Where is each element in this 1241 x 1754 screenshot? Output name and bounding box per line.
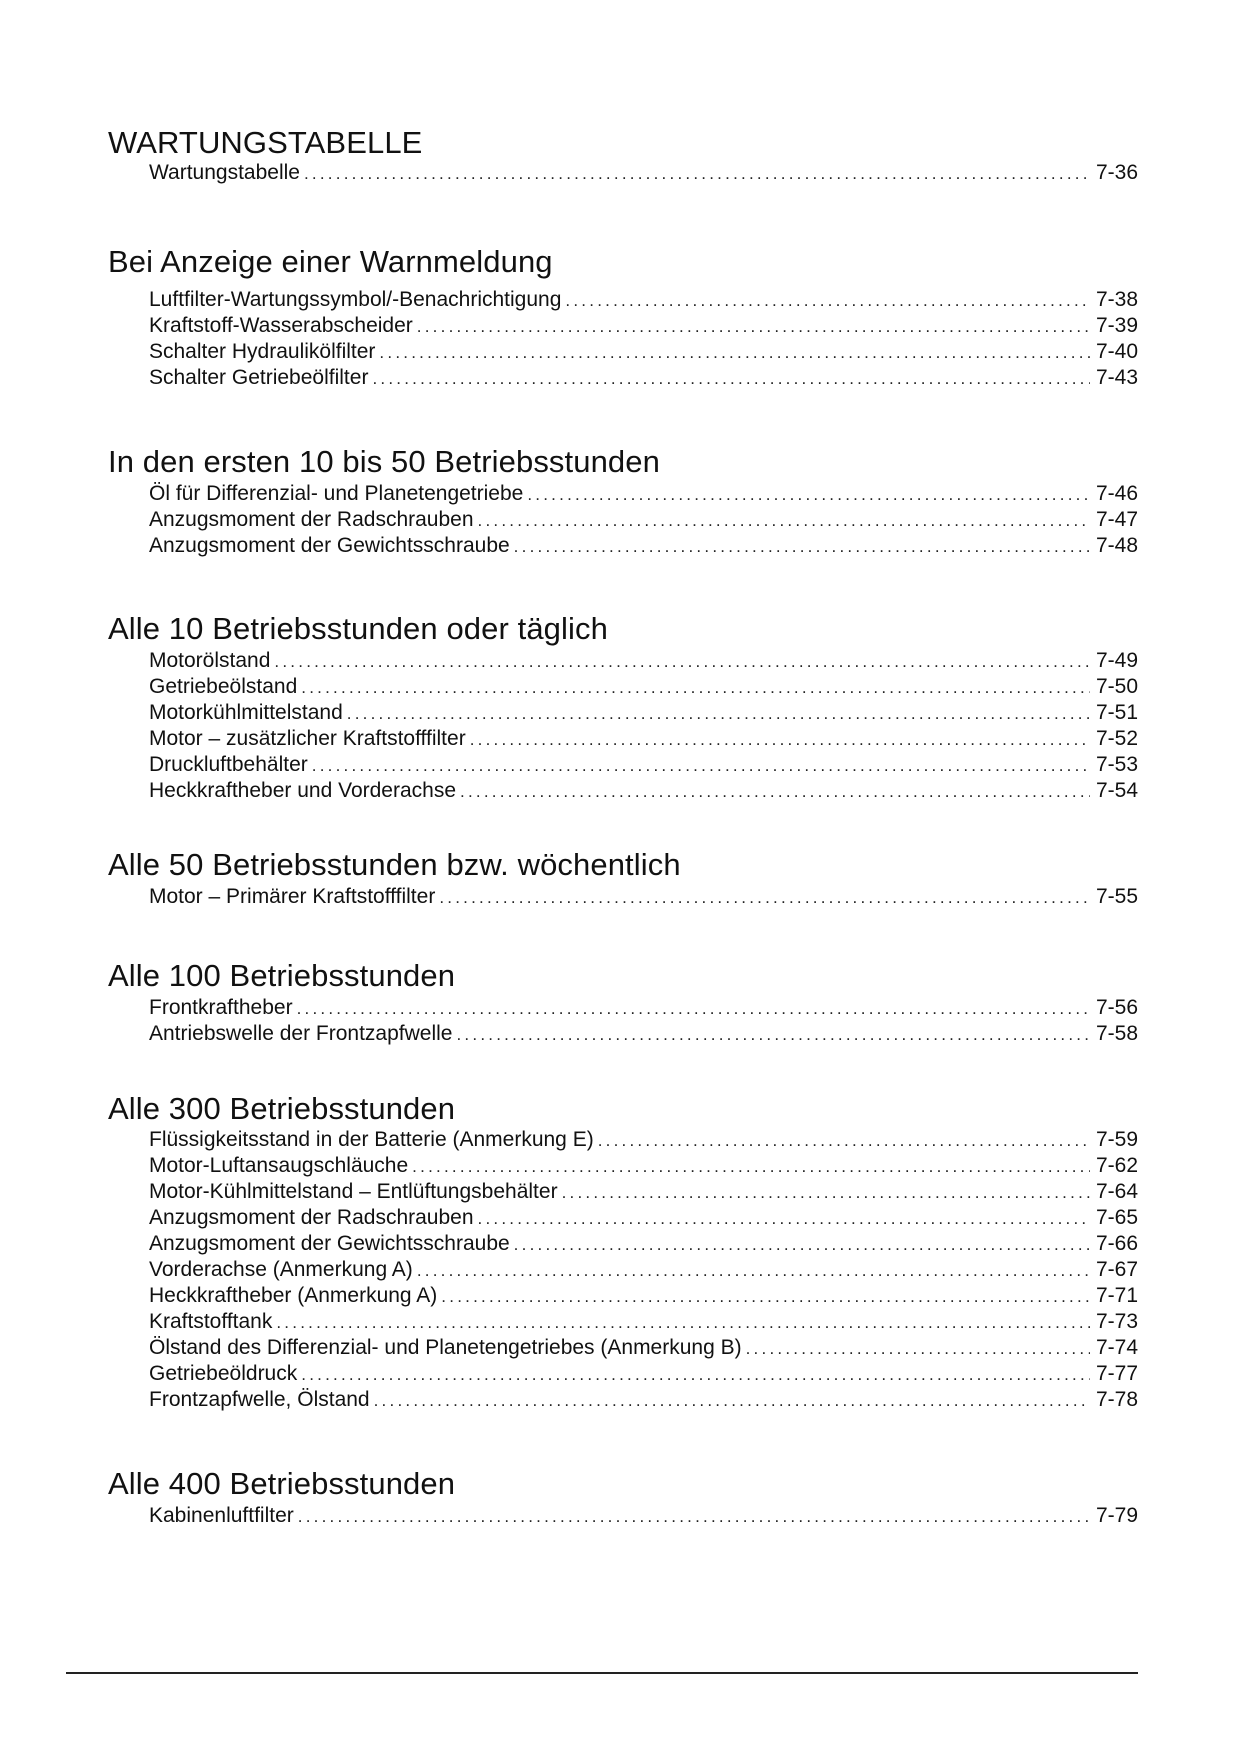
dot-leader: [514, 1232, 1090, 1258]
toc-entry[interactable]: [149, 481, 1138, 507]
toc-entry-list: [108, 481, 1138, 559]
toc-entry-label: Druckluftbehälter: [149, 753, 308, 776]
toc-entry-page-number: 7-49: [1095, 649, 1138, 672]
toc-section: [108, 443, 1138, 559]
toc-entry-list: [108, 648, 1138, 804]
dot-leader: [312, 753, 1090, 779]
dot-leader: [372, 366, 1090, 392]
dot-leader: [439, 885, 1090, 911]
toc-entry[interactable]: [149, 648, 1138, 674]
toc-entry[interactable]: [149, 507, 1138, 533]
toc-entry[interactable]: [149, 1231, 1138, 1257]
toc-entry-page-number: 7-36: [1095, 161, 1138, 184]
toc-section: [108, 846, 1138, 910]
dot-leader: [301, 1362, 1090, 1388]
toc-entry-page-number: 7-46: [1095, 482, 1138, 505]
dot-leader: [598, 1128, 1090, 1154]
toc-entry[interactable]: [149, 1205, 1138, 1231]
toc-entry-label: Anzugsmoment der Gewichtsschraube: [149, 534, 510, 557]
toc-entry[interactable]: [149, 884, 1138, 910]
section-title: Alle 100 Betriebsstunden: [108, 958, 456, 993]
toc-entry-list: [108, 287, 1138, 391]
toc-entry[interactable]: [149, 1309, 1138, 1335]
toc-entry-label: Motor – zusätzlicher Kraftstofffilter: [149, 727, 466, 750]
toc-entry[interactable]: [149, 726, 1138, 752]
dot-leader: [527, 482, 1090, 508]
toc-entry-label: Schalter Getriebeölfilter: [149, 366, 369, 389]
dot-leader: [379, 340, 1090, 366]
dot-leader: [274, 649, 1090, 675]
toc-entry-label: Antriebswelle der Frontzapfwelle: [149, 1022, 453, 1045]
section-title: Alle 300 Betriebsstunden: [108, 1091, 456, 1126]
toc-entry-label: Schalter Hydraulikölfilter: [149, 340, 376, 363]
toc-entry-label: Anzugsmoment der Radschrauben: [149, 508, 474, 531]
toc-entry-page-number: 7-52: [1095, 727, 1138, 750]
dot-leader: [301, 675, 1090, 701]
dot-leader: [514, 534, 1090, 560]
toc-entry[interactable]: [149, 1127, 1138, 1153]
toc-entry-label: Wartungstabelle: [149, 161, 300, 184]
toc-entry-page-number: 7-58: [1095, 1022, 1138, 1045]
toc-entry-label: Kraftstoff-Wasserabscheider: [149, 314, 413, 337]
dot-leader: [417, 1258, 1090, 1284]
toc-entry[interactable]: [149, 1283, 1138, 1309]
footer-rule: [66, 1672, 1138, 1674]
toc-entry[interactable]: [149, 752, 1138, 778]
toc-entry-label: Getriebeölstand: [149, 675, 298, 698]
toc-entry-label: Flüssigkeitsstand in der Batterie (Anmerkung E): [149, 1128, 594, 1151]
toc-entry[interactable]: [149, 365, 1138, 391]
dot-leader: [441, 1284, 1090, 1310]
toc-entry-page-number: 7-62: [1095, 1154, 1138, 1177]
toc-entry-page-number: 7-59: [1095, 1128, 1138, 1151]
toc-entry-page-number: 7-54: [1095, 779, 1138, 802]
toc-entry[interactable]: [149, 1257, 1138, 1283]
toc-entry-label: Motor-Luftansaugschläuche: [149, 1154, 409, 1177]
toc-section: [108, 126, 1138, 186]
toc-section: [108, 957, 1138, 1047]
section-title: Alle 50 Betriebsstunden bzw. wöchentlich: [108, 847, 681, 882]
section-title: In den ersten 10 bis 50 Betriebsstunden: [108, 444, 660, 479]
toc-entry-label: Motorkühlmittelstand: [149, 701, 343, 724]
toc-entry-list: [108, 1127, 1138, 1413]
toc-entry[interactable]: [149, 1179, 1138, 1205]
toc-entry-page-number: 7-74: [1095, 1336, 1138, 1359]
dot-leader: [297, 996, 1090, 1022]
toc-entry-list: [108, 160, 1138, 186]
toc-entry-page-number: 7-40: [1095, 340, 1138, 363]
toc-entry[interactable]: [149, 313, 1138, 339]
section-title: Alle 400 Betriebsstunden: [108, 1466, 456, 1501]
toc-entry-label: Kraftstofftank: [149, 1310, 273, 1333]
dot-leader: [276, 1310, 1090, 1336]
dot-leader: [460, 779, 1090, 805]
toc-entry-label: Motor – Primärer Kraftstofffilter: [149, 885, 436, 908]
toc-entry-page-number: 7-78: [1095, 1388, 1138, 1411]
toc-entry[interactable]: [149, 339, 1138, 365]
toc-section: [108, 1091, 1138, 1413]
toc-entry[interactable]: [149, 287, 1138, 313]
toc-entry-label: Heckkraftheber und Vorderachse: [149, 779, 457, 802]
toc-entry-page-number: 7-73: [1095, 1310, 1138, 1333]
toc-entry-page-number: 7-43: [1095, 366, 1138, 389]
toc-entry-page-number: 7-55: [1095, 885, 1138, 908]
toc-entry-page-number: 7-71: [1095, 1284, 1138, 1307]
toc-entry-label: Vorderachse (Anmerkung A): [149, 1258, 413, 1281]
toc-entry-page-number: 7-66: [1095, 1232, 1138, 1255]
toc-entry-page-number: 7-50: [1095, 675, 1138, 698]
toc-entry[interactable]: [149, 1503, 1138, 1529]
dot-leader: [412, 1154, 1090, 1180]
dot-leader: [298, 1504, 1090, 1530]
toc-entry-list: [108, 884, 1138, 910]
dot-leader: [565, 288, 1090, 314]
toc-entry-list: [108, 995, 1138, 1047]
dot-leader: [470, 727, 1090, 753]
toc-entry[interactable]: [149, 700, 1138, 726]
toc-entry[interactable]: [149, 1361, 1138, 1387]
toc-entry[interactable]: [149, 1387, 1138, 1413]
toc-entry-label: Frontkraftheber: [149, 996, 293, 1019]
toc-entry-label: Heckkraftheber (Anmerkung A): [149, 1284, 438, 1307]
toc-entry-page-number: 7-39: [1095, 314, 1138, 337]
toc-entry-page-number: 7-47: [1095, 508, 1138, 531]
toc-entry-page-number: 7-67: [1095, 1258, 1138, 1281]
dot-leader: [347, 701, 1090, 727]
toc-entry[interactable]: [149, 778, 1138, 804]
toc-entry-label: Kabinenluftfilter: [149, 1504, 294, 1527]
dot-leader: [304, 161, 1090, 187]
toc-entry[interactable]: [149, 674, 1138, 700]
dot-leader: [417, 314, 1090, 340]
toc-entry-list: [108, 1503, 1138, 1529]
toc-section: [108, 610, 1138, 804]
toc-entry-page-number: 7-38: [1095, 288, 1138, 311]
toc-entry-label: Motor-Kühlmittelstand – Entlüftungsbehälter: [149, 1180, 558, 1203]
toc-entry-page-number: 7-64: [1095, 1180, 1138, 1203]
dot-leader: [374, 1388, 1090, 1414]
toc-entry[interactable]: [149, 1335, 1138, 1361]
toc-entry-label: Ölstand des Differenzial- und Planetengetriebes (Anmerkung B): [149, 1336, 742, 1359]
table-of-contents: [108, 126, 1138, 1529]
toc-entry-page-number: 7-53: [1095, 753, 1138, 776]
toc-entry[interactable]: [149, 160, 1138, 186]
toc-section: [108, 237, 1138, 391]
section-title: Bei Anzeige einer Warnmeldung: [108, 244, 553, 279]
toc-entry-page-number: 7-77: [1095, 1362, 1138, 1385]
toc-entry-page-number: 7-51: [1095, 701, 1138, 724]
toc-entry-label: Öl für Differenzial- und Planetengetriebe: [149, 482, 524, 505]
section-title: WARTUNGSTABELLE: [108, 125, 423, 160]
dot-leader: [478, 1206, 1090, 1232]
toc-entry[interactable]: [149, 533, 1138, 559]
section-title: Alle 10 Betriebsstunden oder täglich: [108, 611, 608, 646]
toc-entry-label: Luftfilter-Wartungssymbol/-Benachrichtigung: [149, 288, 562, 311]
toc-entry-label: Frontzapfwelle, Ölstand: [149, 1388, 370, 1411]
toc-entry[interactable]: [149, 995, 1138, 1021]
toc-entry-page-number: 7-48: [1095, 534, 1138, 557]
toc-entry-label: Anzugsmoment der Gewichtsschraube: [149, 1232, 510, 1255]
toc-entry-label: Motorölstand: [149, 649, 271, 672]
toc-entry[interactable]: [149, 1153, 1138, 1179]
dot-leader: [562, 1180, 1090, 1206]
toc-section: [108, 1465, 1138, 1529]
toc-entry-label: Anzugsmoment der Radschrauben: [149, 1206, 474, 1229]
toc-entry-page-number: 7-56: [1095, 996, 1138, 1019]
dot-leader: [478, 508, 1090, 534]
dot-leader: [456, 1022, 1089, 1048]
toc-entry-page-number: 7-65: [1095, 1206, 1138, 1229]
toc-entry[interactable]: [149, 1021, 1138, 1047]
toc-entry-label: Getriebeöldruck: [149, 1362, 298, 1385]
dot-leader: [746, 1336, 1090, 1362]
toc-entry-page-number: 7-79: [1095, 1504, 1138, 1527]
